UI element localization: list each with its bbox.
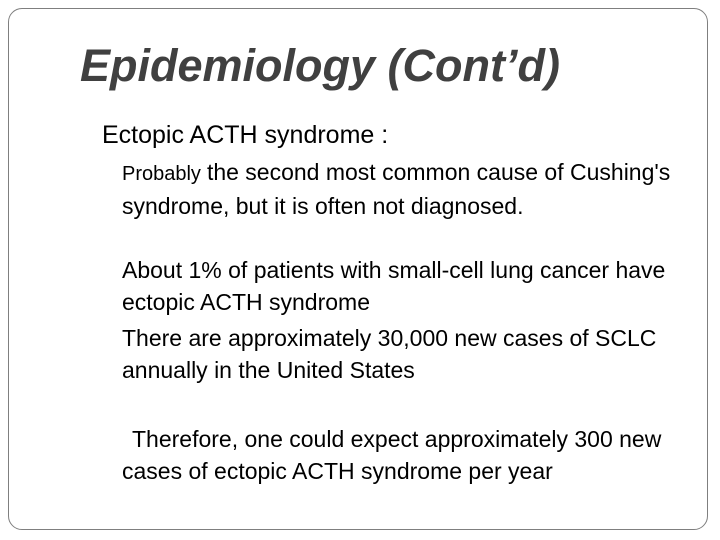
slide-title: Epidemiology (Cont’d) [80,40,560,91]
level2-bullet [110,323,697,386]
level2-bullet [110,255,697,318]
bullet-text: There are approximately 30,000 new cases of SCLC annually in the United States [122,325,657,383]
bullet-text: Ectopic ACTH syndrome : [102,121,389,149]
level2-bullet [110,424,697,487]
bullet-text: About 1% of patients with small-cell lung cancer have ectopic ACTH syndrome [122,257,666,315]
bullet-text: Therefore, one could expect approximately 300 new cases of ectopic ACTH syndrome per year [122,426,662,484]
bullet-lead-text: Probably [122,163,201,185]
level1-bullet [86,118,388,152]
bullet-text: the second most common cause of Cushing's syndrome, but it is often not diagnosed. [122,159,671,219]
level2-bullet [110,157,697,222]
